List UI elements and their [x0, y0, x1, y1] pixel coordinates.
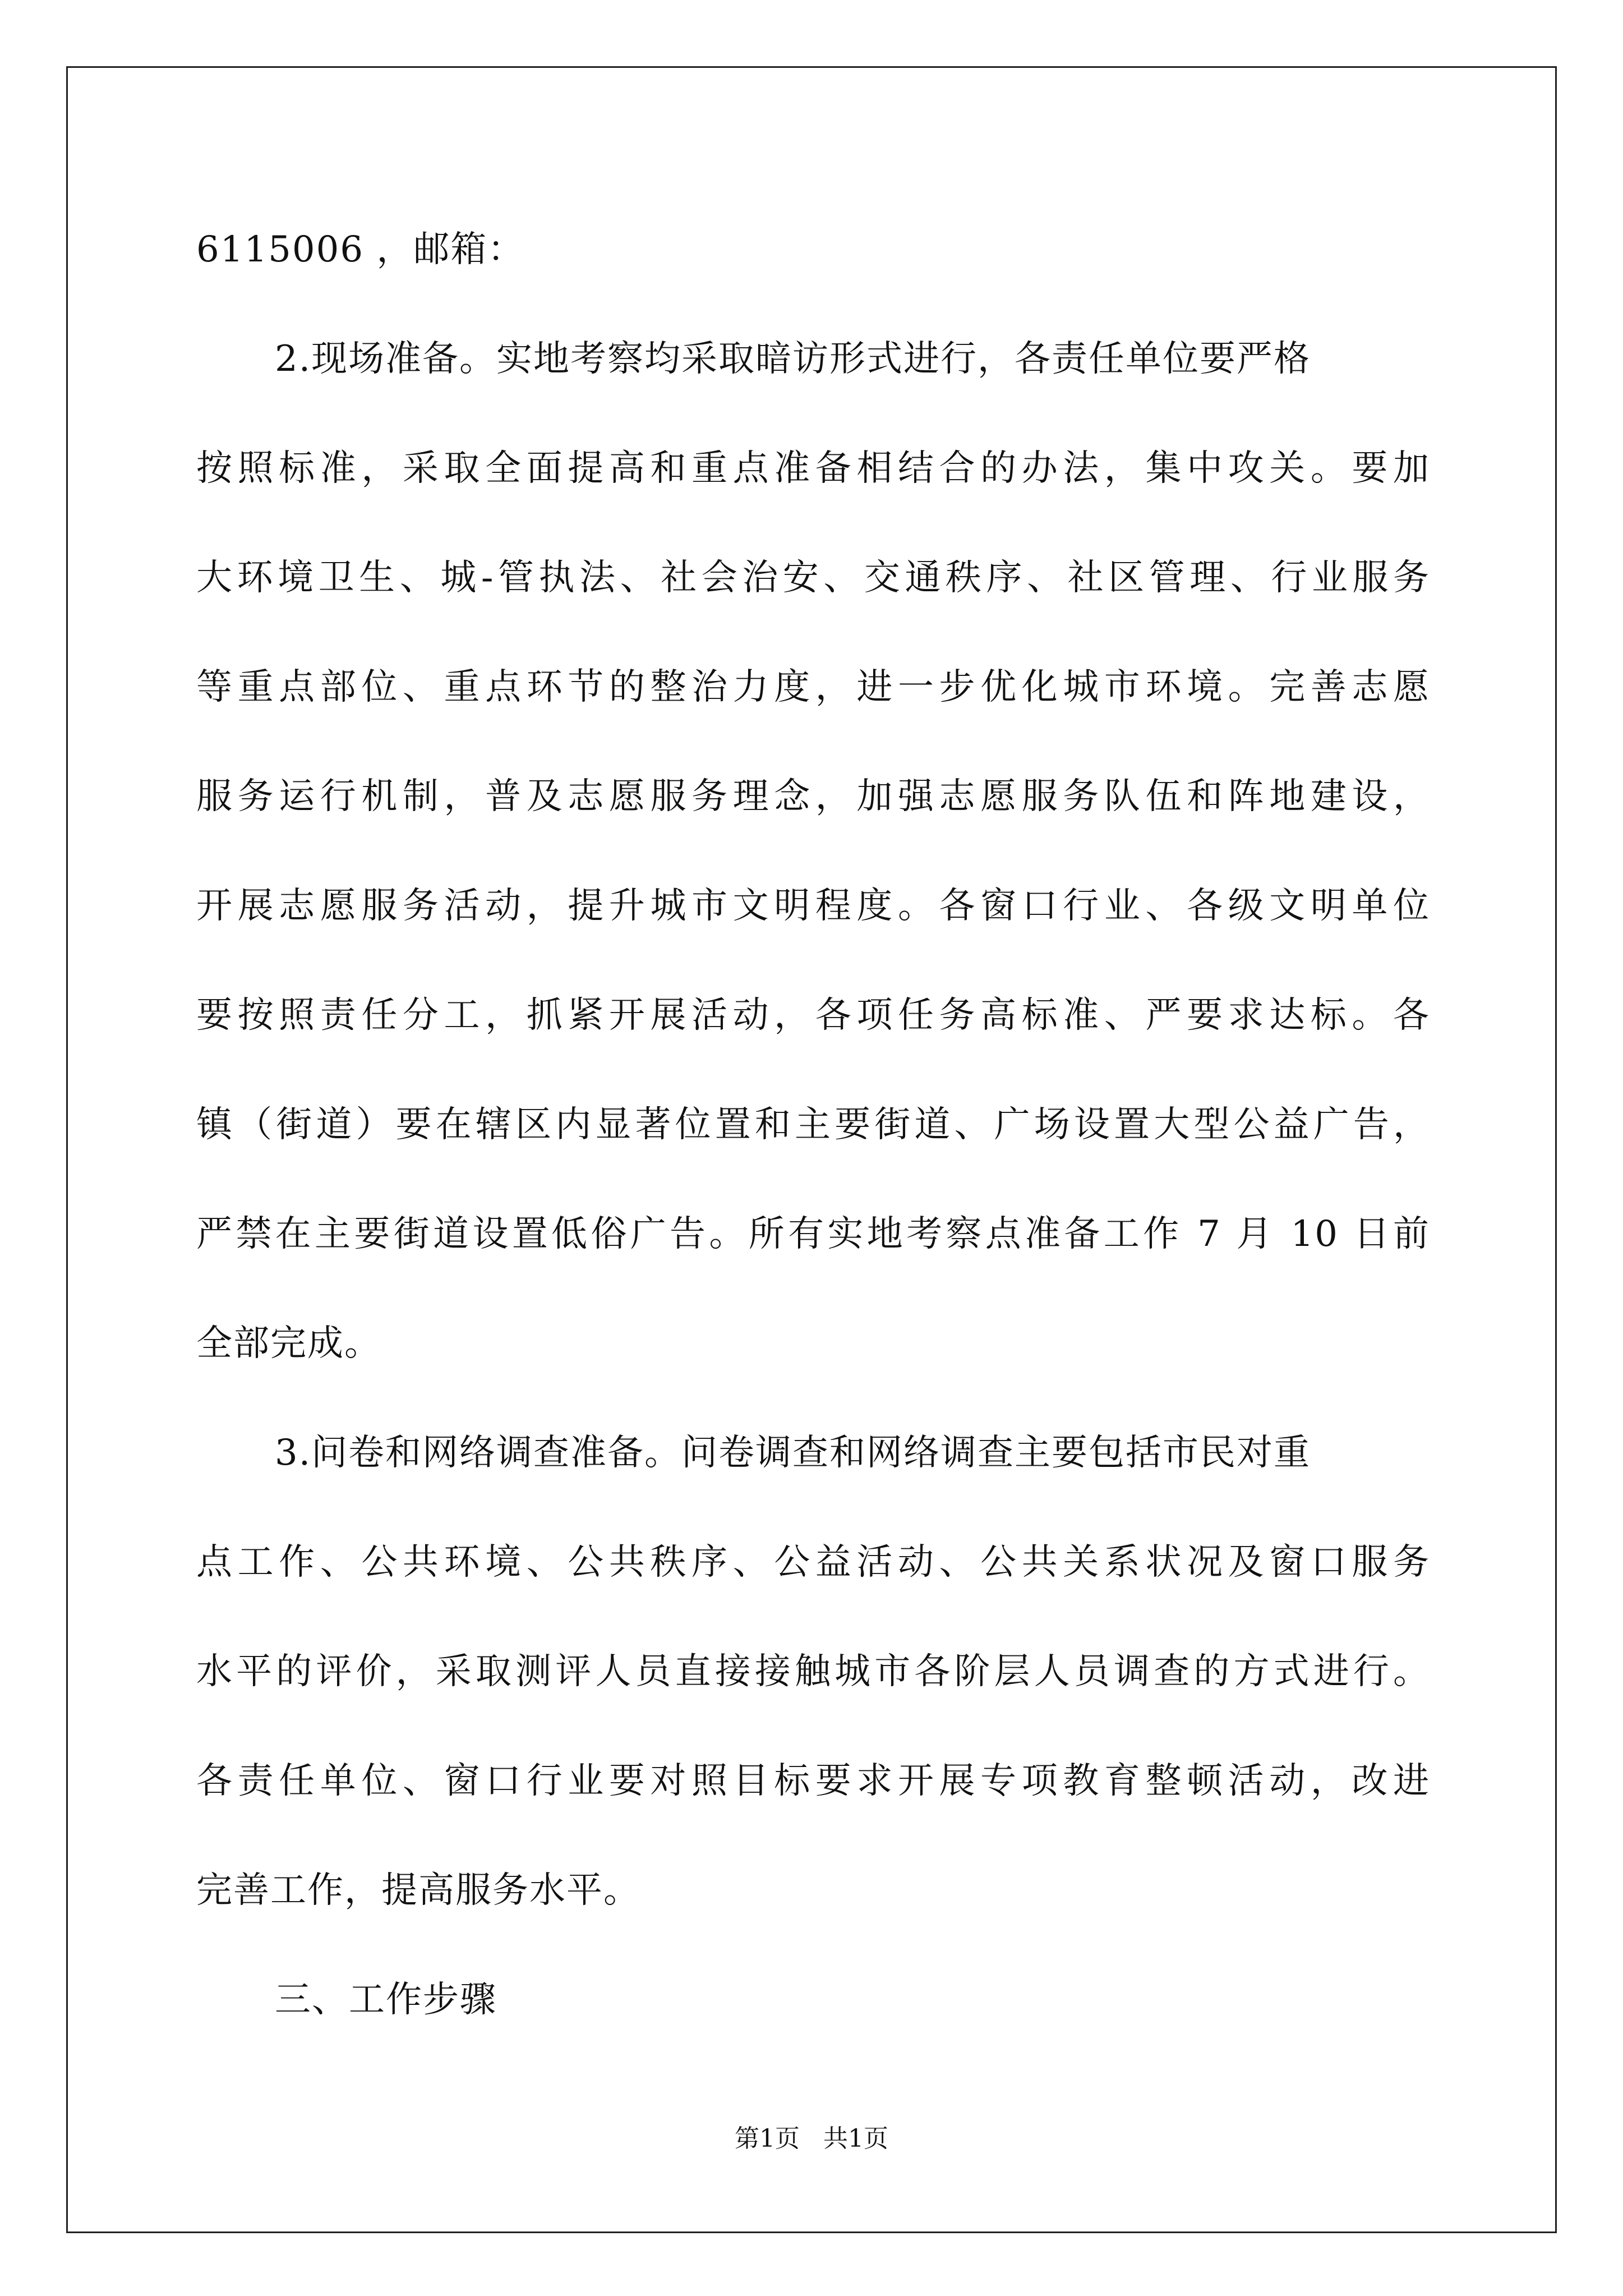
text-line: 6115006 ，邮箱： — [196, 229, 525, 270]
text-line: 镇（街道）要在辖区内显著位置和主要街道、广场设置大型公益广告， — [196, 1104, 1430, 1145]
text-line: 开展志愿服务活动，提升城市文明程度。各窗口行业、各级文明单位 — [196, 885, 1430, 927]
paragraph-heading: 2.现场准备。实地考察均采取暗访形式进行，各责任单位要严格 — [275, 338, 1311, 380]
text-line: 各责任单位、窗口行业要对照目标要求开展专项教育整顿活动，改进 — [196, 1760, 1430, 1802]
section-heading: 三、工作步骤 — [275, 1979, 497, 2021]
text-line: 要按照责任分工，抓紧开展活动，各项任务高标准、严要求达标。各 — [196, 995, 1430, 1036]
text-line: 大环境卫生、城-管执法、社会治安、交通秩序、社区管理、行业服务 — [196, 557, 1430, 599]
text-line: 点工作、公共环境、公共秩序、公益活动、公共关系状况及窗口服务 — [196, 1542, 1430, 1583]
page-number-footer: 第1页 共1页 — [735, 2124, 888, 2153]
paragraph-heading: 3.问卷和网络调查准备。问卷调查和网络调查主要包括市民对重 — [275, 1432, 1311, 1474]
text-line: 水平的评价，采取测评人员直接接触城市各阶层人员调查的方式进行。 — [196, 1651, 1430, 1692]
text-line: 完善工作，提高服务水平。 — [196, 1870, 640, 1911]
text-line: 服务运行机制，普及志愿服务理念，加强志愿服务队伍和阵地建设， — [196, 776, 1430, 817]
text-line: 严禁在主要街道设置低俗广告。所有实地考察点准备工作 7 月 10 日前 — [196, 1213, 1430, 1255]
text-line: 等重点部位、重点环节的整治力度，进一步优化城市环境。完善志愿 — [196, 666, 1430, 708]
text-line: 按照标准，采取全面提高和重点准备相结合的办法，集中攻关。要加 — [196, 448, 1430, 489]
text-line: 全部完成。 — [196, 1323, 381, 1364]
